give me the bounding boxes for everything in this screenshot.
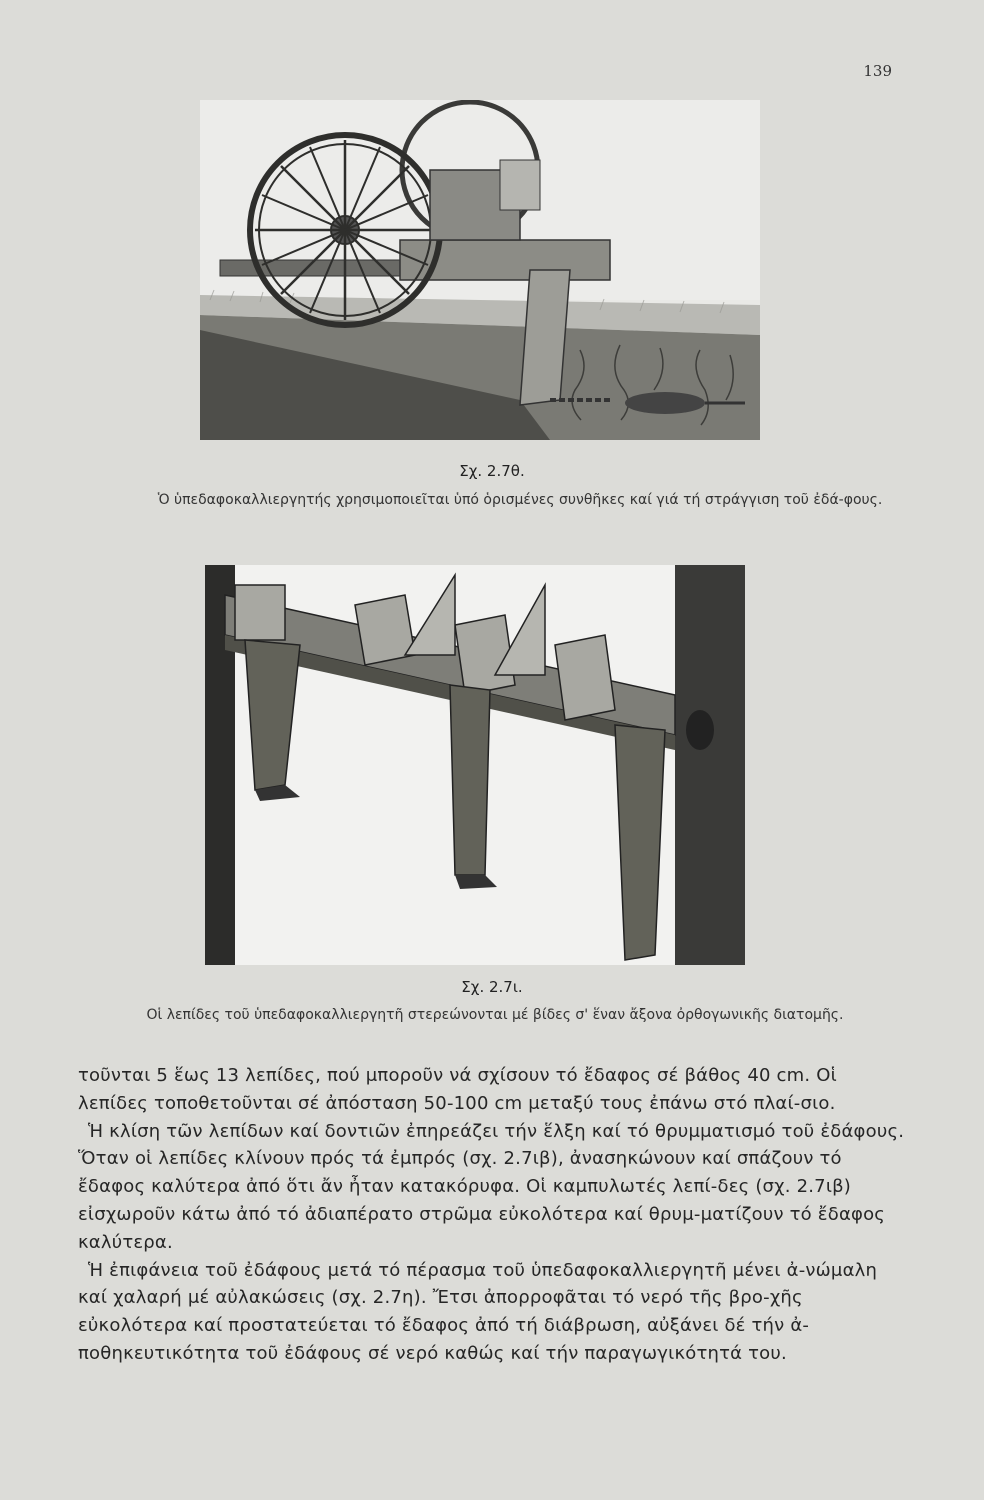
body-text	[78, 1062, 908, 1368]
figure-subsoiler-blades-photo	[205, 565, 745, 965]
figure-2-label: Σχ. 2.7ι.	[461, 978, 523, 996]
paragraph-1: τοῦνται 5 ἕως 13 λεπίδες, πού μποροῦν νά σχίσουν τό ἔδαφος σέ βάθος 40 cm. Οἱ λεπίδες τοποθετοῦνται σέ ἀπόσταση 50-100 cm μεταξύ τους ἐπάνω στό πλαί-σιο.	[78, 1065, 837, 1114]
figure-1-caption: Ὁ ὑπεδαφοκαλλιεργητής χρησιμοποιεῖται ὑπό ὁρισμένες συνθῆκες καί γιά τή στράγγιση τοῦ ἐδά-φους.	[157, 492, 883, 508]
paragraph-3: Ἡ ἐπιφάνεια τοῦ ἐδάφους μετά τό πέρασμα τοῦ ὑπεδαφοκαλλιεργητῆ μένει ἀ-νώμαλη καί χαλαρή μέ αὐλακώσεις (σχ. 2.7η). Ἔτσι ἀπορροφᾶται τό νερό τῆς βρο-χῆς εὐκολότερα καί προστατεύεται τό ἔδαφος ἀπό τή διάβρωση, αὐξάνει δέ τήν ἀ-ποθηκευτικότητα τοῦ ἐδάφους σέ νερό καθώς καί τήν παραγωγικότητά του.	[78, 1259, 878, 1364]
page-number: 139	[863, 62, 892, 80]
figure-subsoiler-field-illustration	[200, 100, 760, 440]
figure-1-label: Σχ. 2.7θ.	[459, 462, 525, 480]
paragraph-2: Ἡ κλίση τῶν λεπίδων καί δοντιῶν ἐπηρεάζει τήν ἕλξη καί τό θρυμματισμό τοῦ ἐδάφους. Ὅταν οἱ λεπίδες κλίνουν πρός τά ἐμπρός (σχ. 2.7ιβ), ἀνασηκώνουν καί σπάζουν τό ἔδαφος καλύτερα ἀπό ὅτι ἄν ἦταν κατακόρυφα. Οἱ καμπυλωτές λεπί-δες (σχ. 2.7ιβ) εἰσχωροῦν κάτω ἀπό τό ἀδιαπέρατο στρῶμα εὐκολότερα καί θρυμ-ματίζουν τό ἔδαφος καλύτερα.	[78, 1120, 905, 1253]
figure-2-caption: Οἱ λεπίδες τοῦ ὑπεδαφοκαλλιεργητῆ στερεώνονται μέ βίδες σ' ἕναν ἄξονα ὀρθογωνικῆς διατομῆς.	[146, 1007, 844, 1023]
